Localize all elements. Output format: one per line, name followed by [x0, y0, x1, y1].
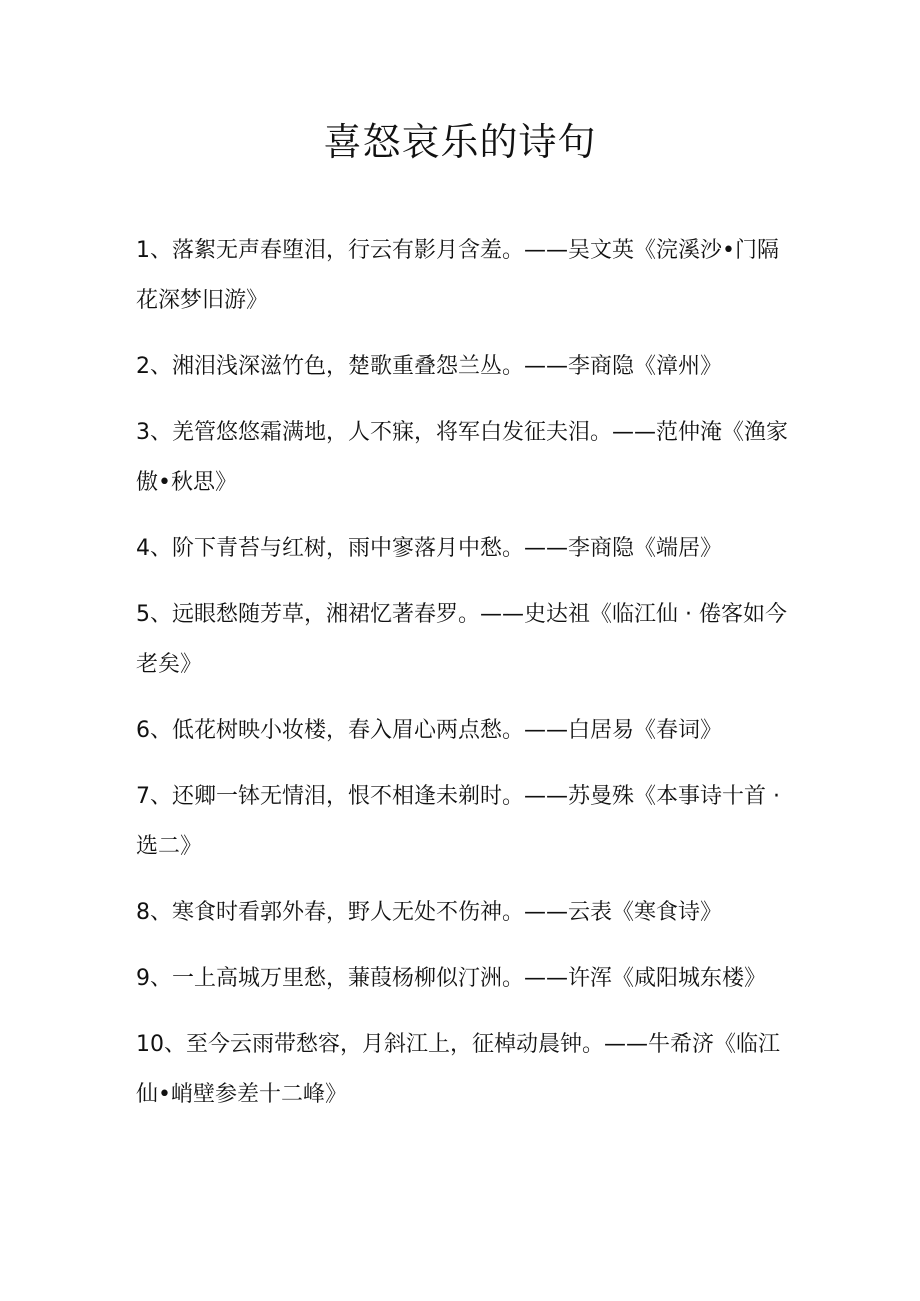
- poem-item-4: 4、阶下青苔与红树，雨中寥落月中愁。——李商隐《端居》: [136, 536, 722, 561]
- poem-list: [136, 226, 796, 1136]
- poem-item-10: 10、至今云雨带愁容，月斜江上，征棹动晨钟。——牛希济《临江仙•峭壁参差十二峰》: [136, 1032, 780, 1107]
- poem-item-6: 6、低花树映小妆楼，春入眉心两点愁。——白居易《春词》: [136, 718, 722, 743]
- document-title: 喜怒哀乐的诗句: [323, 120, 597, 164]
- poem-item-7: 7、还卿一钵无情泪，恨不相逢未剃时。——苏曼殊《本事诗十首 · 选二》: [136, 784, 780, 859]
- poem-item-9: 9、一上高城万里愁，蒹葭杨柳似汀洲。——许浑《咸阳城东楼》: [136, 966, 766, 991]
- poem-item-1: 1、落絮无声春堕泪，行云有影月含羞。——吴文英《浣溪沙•门隔花深梦旧游》: [136, 238, 779, 313]
- poem-item-5: 5、远眼愁随芳草，湘裙忆著春罗。——史达祖《临江仙 · 倦客如今老矣》: [136, 602, 787, 677]
- poem-item-2: 2、湘泪浅深滋竹色，楚歌重叠怨兰丛。——李商隐《漳州》: [136, 354, 722, 379]
- poem-item-8: 8、寒食时看郭外春，野人无处不伤神。——云表《寒食诗》: [136, 900, 722, 925]
- poem-item-3: 3、羌管悠悠霜满地，人不寐，将军白发征夫泪。——范仲淹《渔家傲•秋思》: [136, 420, 788, 495]
